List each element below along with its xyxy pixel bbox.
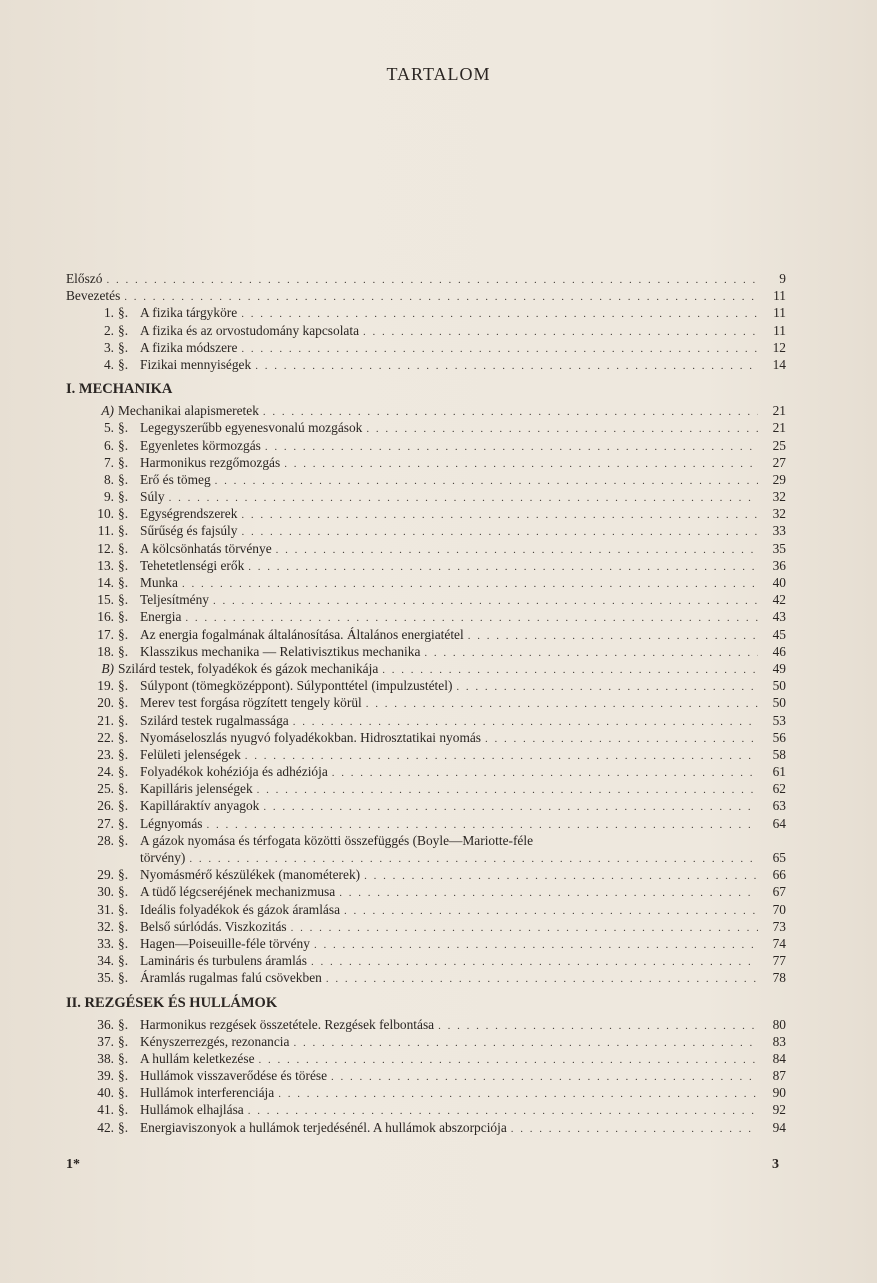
leader-dots bbox=[314, 937, 758, 954]
section-symbol: §. bbox=[118, 454, 129, 470]
section-title: Nyomáseloszlás nyugvó folyadékokban. Hidrosztatikai nyomás bbox=[140, 729, 482, 745]
section-page: 73 bbox=[772, 918, 786, 934]
section-symbol: §. bbox=[118, 935, 129, 951]
toc-section bbox=[66, 522, 786, 539]
section-symbol: §. bbox=[118, 322, 129, 338]
entry-title: Előszó bbox=[66, 271, 103, 286]
section-number: 15. bbox=[97, 592, 114, 608]
section-title: Harmonikus rezgőmozgás bbox=[140, 454, 281, 470]
section-title: Áramlás rugalmas falú csövekben bbox=[140, 970, 322, 986]
toc-section bbox=[66, 626, 786, 643]
section-page: 12 bbox=[772, 339, 786, 355]
toc-section bbox=[66, 935, 786, 952]
section-number: 39. bbox=[97, 1068, 114, 1084]
toc-section bbox=[66, 322, 786, 339]
toc-section bbox=[66, 883, 786, 900]
toc-section bbox=[66, 591, 786, 608]
section-symbol: §. bbox=[118, 867, 129, 883]
section-symbol: §. bbox=[118, 729, 129, 745]
toc-section bbox=[66, 608, 786, 625]
leader-dots bbox=[241, 524, 758, 541]
section-number: 42. bbox=[97, 1119, 114, 1135]
section-number: 21. bbox=[97, 712, 114, 728]
section-number: 6. bbox=[103, 437, 114, 453]
section-title: A tüdő légcseréjének mechanizmusa bbox=[140, 884, 336, 900]
section-title: Energia bbox=[140, 609, 182, 625]
section-title: Egységrendszerek bbox=[140, 506, 238, 522]
subpart-page: 49 bbox=[772, 660, 786, 676]
part-heading: II. REZGÉSEK ÉS HULLÁMOK bbox=[66, 994, 278, 1011]
section-title: A fizika és az orvostudomány kapcsolata bbox=[140, 322, 360, 338]
section-symbol: §. bbox=[118, 764, 129, 780]
toc-section bbox=[66, 918, 786, 935]
section-number: 26. bbox=[97, 798, 114, 814]
page-title: TARTALOM bbox=[386, 64, 491, 84]
toc-section bbox=[66, 694, 786, 711]
section-title: Lamináris és turbulens áramlás bbox=[140, 953, 307, 969]
section-page: 77 bbox=[772, 953, 786, 969]
section-symbol: §. bbox=[118, 712, 129, 728]
section-number: 24. bbox=[97, 764, 114, 780]
section-page: 80 bbox=[772, 1016, 786, 1032]
leader-dots bbox=[182, 576, 758, 593]
section-number: 8. bbox=[103, 471, 114, 487]
toc-section bbox=[66, 574, 786, 591]
toc-section bbox=[66, 1050, 786, 1067]
section-title-wrap bbox=[140, 832, 786, 868]
section-title: Nyomásmérő készülékek (manométerek) bbox=[140, 867, 361, 883]
leader-dots bbox=[257, 782, 758, 799]
section-page: 94 bbox=[772, 1119, 786, 1135]
leader-dots bbox=[284, 456, 758, 473]
leader-dots bbox=[456, 679, 758, 696]
section-page: 78 bbox=[772, 970, 786, 986]
section-title: Fizikai mennyiségek bbox=[140, 356, 252, 372]
section-symbol: §. bbox=[118, 884, 129, 900]
section-title: Hullámok visszaverődése és törése bbox=[140, 1068, 328, 1084]
toc-section bbox=[66, 815, 786, 832]
section-title: Merev test forgása rögzített tengely körül bbox=[140, 695, 362, 711]
section-number: 12. bbox=[97, 540, 114, 556]
toc-section bbox=[66, 832, 786, 866]
section-number: 36. bbox=[97, 1016, 114, 1032]
section-title: Szilárd testek rugalmassága bbox=[140, 712, 289, 728]
section-number: 1. bbox=[103, 305, 114, 321]
toc-section bbox=[66, 454, 786, 471]
leader-dots bbox=[263, 799, 758, 816]
section-page: 11 bbox=[773, 305, 786, 321]
section-page: 11 bbox=[773, 322, 786, 338]
part-heading: I. MECHANIKA bbox=[66, 381, 173, 398]
section-symbol: §. bbox=[118, 953, 129, 969]
entry-title: Bevezetés bbox=[66, 288, 121, 304]
section-number: 3. bbox=[103, 339, 114, 355]
section-page: 53 bbox=[772, 712, 786, 728]
section-symbol: §. bbox=[118, 678, 129, 694]
section-symbol: §. bbox=[118, 901, 129, 917]
section-page: 83 bbox=[772, 1033, 786, 1049]
section-page: 90 bbox=[772, 1085, 786, 1101]
section-title: Súlypont (tömegközéppont). Súlyponttétel (impulzustétel) bbox=[140, 678, 453, 694]
leader-dots bbox=[311, 954, 758, 971]
section-number: 11. bbox=[97, 523, 114, 539]
toc-subpart bbox=[66, 660, 786, 677]
section-title: A fizika módszere bbox=[140, 339, 238, 355]
section-title: Legegyszerűbb egyenesvonalú mozgások bbox=[140, 420, 363, 436]
section-page: 50 bbox=[772, 678, 786, 694]
toc-section bbox=[66, 540, 786, 557]
subpart-title: Szilárd testek, folyadékok és gázok mechanikája bbox=[118, 660, 379, 676]
section-symbol: §. bbox=[118, 781, 129, 797]
leader-dots bbox=[344, 903, 758, 920]
section-title: Munka bbox=[140, 575, 178, 590]
leader-dots bbox=[438, 1018, 758, 1035]
toc-section bbox=[66, 471, 786, 488]
leader-dots bbox=[248, 559, 758, 576]
section-symbol: §. bbox=[118, 523, 129, 539]
section-title-cont: törvény) bbox=[140, 850, 186, 865]
section-number: 28. bbox=[97, 832, 114, 848]
section-page: 58 bbox=[772, 746, 786, 762]
section-number: 30. bbox=[97, 884, 114, 900]
section-number: 34. bbox=[97, 953, 114, 969]
section-symbol: §. bbox=[118, 1033, 129, 1049]
section-page: 27 bbox=[772, 454, 786, 470]
leader-dots bbox=[485, 731, 758, 748]
section-page: 36 bbox=[772, 557, 786, 573]
toc-section bbox=[66, 729, 786, 746]
section-symbol: §. bbox=[118, 305, 129, 321]
subpart-page: 21 bbox=[772, 403, 786, 419]
section-page: 29 bbox=[772, 471, 786, 487]
section-number: 13. bbox=[97, 557, 114, 573]
toc-subpart bbox=[66, 402, 786, 419]
section-title: Súly bbox=[140, 489, 165, 505]
section-number: 18. bbox=[97, 643, 114, 659]
section-symbol: §. bbox=[118, 695, 129, 711]
leader-dots bbox=[468, 628, 758, 645]
section-page: 92 bbox=[772, 1102, 786, 1118]
section-title: Hullámok interferenciája bbox=[140, 1085, 275, 1101]
table-of-contents bbox=[66, 270, 786, 1136]
leader-dots bbox=[332, 765, 758, 782]
leader-dots bbox=[511, 1121, 758, 1138]
subpart-label: A) bbox=[101, 403, 114, 419]
section-page: 62 bbox=[772, 781, 786, 797]
toc-section bbox=[66, 1067, 786, 1084]
section-page: 46 bbox=[772, 643, 786, 659]
section-number: 29. bbox=[97, 867, 114, 883]
section-symbol: §. bbox=[118, 609, 129, 625]
section-title: Erő és tömeg bbox=[140, 471, 211, 487]
section-title: Kapilláris jelenségek bbox=[140, 781, 253, 797]
section-number: 16. bbox=[97, 609, 114, 625]
toc-section bbox=[66, 901, 786, 918]
section-title: Felületi jelenségek bbox=[140, 746, 241, 762]
section-symbol: §. bbox=[118, 1050, 129, 1066]
section-title: Egyenletes körmozgás bbox=[140, 437, 261, 453]
toc-section bbox=[66, 1016, 786, 1033]
section-symbol: §. bbox=[118, 798, 129, 814]
section-page: 32 bbox=[772, 506, 786, 522]
leader-dots bbox=[106, 272, 758, 289]
section-symbol: §. bbox=[118, 575, 129, 590]
toc-section bbox=[66, 437, 786, 454]
section-number: 23. bbox=[97, 746, 114, 762]
section-page: 33 bbox=[772, 523, 786, 539]
section-title: Kényszerrezgés, rezonancia bbox=[140, 1033, 290, 1049]
section-symbol: §. bbox=[118, 643, 129, 659]
section-number: 2. bbox=[103, 322, 114, 338]
section-symbol: §. bbox=[118, 339, 129, 355]
section-number: 33. bbox=[97, 935, 114, 951]
section-page: 32 bbox=[772, 489, 786, 505]
section-symbol: §. bbox=[118, 832, 129, 848]
section-symbol: §. bbox=[118, 540, 129, 556]
section-title: A fizika tárgyköre bbox=[140, 305, 238, 321]
toc-foreword bbox=[66, 270, 786, 287]
section-number: 5. bbox=[103, 420, 114, 436]
section-number: 14. bbox=[97, 575, 114, 590]
toc-introduction bbox=[66, 287, 786, 304]
section-number: 37. bbox=[97, 1033, 114, 1049]
toc-section bbox=[66, 1084, 786, 1101]
leader-dots bbox=[326, 971, 758, 988]
section-symbol: §. bbox=[118, 437, 129, 453]
section-page: 63 bbox=[772, 798, 786, 814]
section-number: 38. bbox=[97, 1050, 114, 1066]
section-title: Klasszikus mechanika — Relativisztikus mechanika bbox=[140, 643, 421, 659]
section-title: A kölcsönhatás törvénye bbox=[140, 540, 272, 556]
toc-section bbox=[66, 952, 786, 969]
leader-dots bbox=[169, 490, 758, 507]
leader-dots bbox=[259, 1052, 758, 1069]
leader-dots bbox=[278, 1086, 758, 1103]
section-title: Energiaviszonyok a hullámok terjedésénél. A hullámok abszorpciója bbox=[140, 1119, 507, 1135]
section-symbol: §. bbox=[118, 815, 129, 831]
section-symbol: §. bbox=[118, 1085, 129, 1101]
leader-dots bbox=[366, 421, 758, 438]
section-title: Teljesítmény bbox=[140, 592, 209, 608]
toc-section bbox=[66, 304, 786, 321]
section-title: Harmonikus rezgések összetétele. Rezgések felbontása bbox=[140, 1016, 435, 1032]
section-symbol: §. bbox=[118, 420, 129, 436]
section-page: 40 bbox=[772, 575, 786, 590]
entry-page: 9 bbox=[779, 271, 786, 286]
leader-dots bbox=[364, 868, 758, 885]
section-symbol: §. bbox=[118, 1102, 129, 1118]
toc-section bbox=[66, 505, 786, 522]
leader-dots bbox=[276, 542, 758, 559]
section-title-line1: A gázok nyomása és térfogata közötti összefüggés (Boyle—Mariotte-féle bbox=[140, 832, 534, 848]
section-page: 45 bbox=[772, 626, 786, 642]
section-page: 56 bbox=[772, 729, 786, 745]
section-number: 10. bbox=[97, 506, 114, 522]
leader-dots bbox=[339, 885, 758, 902]
section-title: Az energia fogalmának általánosítása. Általános energiatétel bbox=[140, 626, 464, 642]
section-number: 7. bbox=[103, 454, 114, 470]
section-page: 66 bbox=[772, 867, 786, 883]
page-number: 3 bbox=[772, 1157, 779, 1172]
section-symbol: §. bbox=[118, 1016, 129, 1032]
leader-dots bbox=[331, 1069, 758, 1086]
section-page: 61 bbox=[772, 764, 786, 780]
section-number: 31. bbox=[97, 901, 114, 917]
toc-section bbox=[66, 1033, 786, 1050]
section-number: 35. bbox=[97, 970, 114, 986]
section-page: 14 bbox=[772, 356, 786, 372]
section-page: 87 bbox=[772, 1068, 786, 1084]
leader-dots bbox=[265, 439, 758, 456]
section-symbol: §. bbox=[118, 489, 129, 505]
section-symbol: §. bbox=[118, 970, 129, 986]
section-page: 35 bbox=[772, 540, 786, 556]
section-symbol: §. bbox=[118, 592, 129, 608]
toc-section bbox=[66, 677, 786, 694]
signature-mark: 1* bbox=[66, 1157, 80, 1172]
section-page: 84 bbox=[772, 1050, 786, 1066]
section-number: 20. bbox=[97, 695, 114, 711]
subpart-title: Mechanikai alapismeretek bbox=[118, 403, 259, 419]
section-title: Hagen—Poiseuille-féle törvény bbox=[140, 935, 310, 951]
section-symbol: §. bbox=[118, 918, 129, 934]
leader-dots bbox=[241, 507, 758, 524]
section-page: 43 bbox=[772, 609, 786, 625]
leader-dots bbox=[366, 696, 758, 713]
section-number: 22. bbox=[97, 729, 114, 745]
toc-section bbox=[66, 356, 786, 373]
section-symbol: §. bbox=[118, 557, 129, 573]
section-symbol: §. bbox=[118, 471, 129, 487]
leader-dots bbox=[255, 358, 758, 375]
section-page: 67 bbox=[772, 884, 786, 900]
section-number: 4. bbox=[103, 356, 114, 372]
leader-dots bbox=[293, 1035, 758, 1052]
toc-section bbox=[66, 746, 786, 763]
section-symbol: §. bbox=[118, 746, 129, 762]
section-symbol: §. bbox=[118, 506, 129, 522]
section-page: 25 bbox=[772, 437, 786, 453]
section-page: 50 bbox=[772, 695, 786, 711]
toc-section bbox=[66, 763, 786, 780]
section-title: Légnyomás bbox=[140, 815, 203, 831]
section-title: A hullám keletkezése bbox=[140, 1050, 255, 1066]
section-page: 21 bbox=[772, 420, 786, 436]
leader-dots bbox=[215, 473, 758, 490]
toc-section bbox=[66, 1101, 786, 1118]
toc-section bbox=[66, 643, 786, 660]
toc-section bbox=[66, 969, 786, 986]
toc-section bbox=[66, 419, 786, 436]
section-page: 74 bbox=[772, 935, 786, 951]
section-page: 42 bbox=[772, 592, 786, 608]
section-symbol: §. bbox=[118, 1068, 129, 1084]
section-title: Kapilláraktív anyagok bbox=[140, 798, 260, 814]
section-number: 32. bbox=[97, 918, 114, 934]
toc-section bbox=[66, 488, 786, 505]
toc-section bbox=[66, 712, 786, 729]
toc-section bbox=[66, 557, 786, 574]
section-title: Sűrűség és fajsúly bbox=[140, 523, 238, 539]
section-number: 9. bbox=[103, 489, 114, 505]
section-number: 41. bbox=[97, 1102, 114, 1118]
section-symbol: §. bbox=[118, 626, 129, 642]
leader-dots bbox=[424, 645, 758, 662]
section-number: 19. bbox=[97, 678, 114, 694]
toc-section bbox=[66, 1119, 786, 1136]
section-page: 65 bbox=[772, 850, 786, 865]
leader-dots bbox=[241, 341, 758, 358]
toc-section bbox=[66, 780, 786, 797]
toc-section bbox=[66, 797, 786, 814]
section-page: 70 bbox=[772, 901, 786, 917]
section-number: 25. bbox=[97, 781, 114, 797]
leader-dots bbox=[291, 920, 758, 937]
section-title: Folyadékok kohéziója és adhéziója bbox=[140, 764, 328, 780]
entry-page: 11 bbox=[773, 288, 786, 304]
section-title: Hullámok elhajlása bbox=[140, 1102, 244, 1118]
leader-dots bbox=[363, 324, 758, 341]
section-number: 17. bbox=[97, 626, 114, 642]
section-page: 64 bbox=[772, 815, 786, 831]
leader-dots bbox=[213, 593, 758, 610]
subpart-label: B) bbox=[101, 660, 114, 676]
section-symbol: §. bbox=[118, 1119, 129, 1135]
section-number: 40. bbox=[97, 1085, 114, 1101]
section-title: Ideális folyadékok és gázok áramlása bbox=[140, 901, 341, 917]
section-symbol: §. bbox=[118, 356, 129, 372]
section-title: Tehetetlenségi erők bbox=[140, 557, 245, 573]
section-number: 27. bbox=[97, 815, 114, 831]
toc-section bbox=[66, 866, 786, 883]
section-title: Belső súrlódás. Viszkozitás bbox=[140, 918, 287, 934]
toc-section bbox=[66, 339, 786, 356]
